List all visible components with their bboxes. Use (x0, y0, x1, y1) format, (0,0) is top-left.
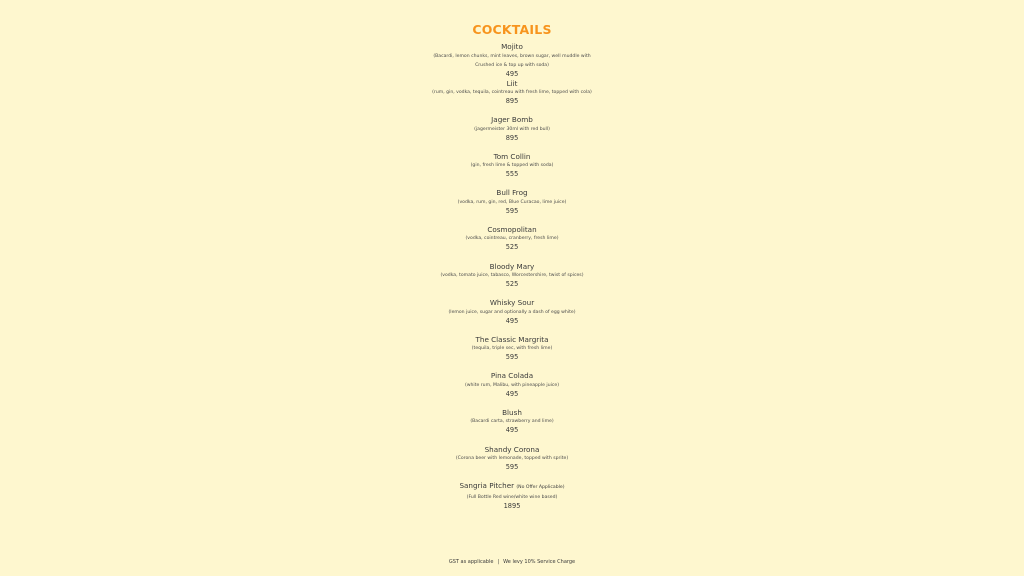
item-price: 895 (505, 97, 519, 106)
item-name: Cosmopolitan (487, 224, 537, 234)
item-name: Sangria Pitcher (459, 481, 515, 491)
item-name: Jager Bomb (491, 115, 533, 125)
item-price: 495 (505, 389, 519, 398)
footer-note (0, 557, 1024, 567)
menu-item (0, 225, 1024, 262)
item-description: (rum, gin, vodka, tequila, cointreau with fresh lime, topped with cola) (432, 90, 592, 96)
item-name: The Classic Margrita (475, 334, 549, 344)
item-description: (Bacardi, lemon chunks, mint leaves, brown sugar, well muddle with Crushed ice & top up with soda) (433, 53, 591, 68)
item-price: 1895 (503, 501, 521, 510)
menu-item (0, 152, 1024, 189)
item-description: (lemon juice, sugar and optionally a dash of egg white) (448, 309, 576, 315)
menu-item (0, 481, 1024, 518)
item-description: (vodka, tomato juice, tabasco, Worcestershire, twist of spices) (440, 273, 584, 279)
menu-title: COCKTAILS (472, 22, 552, 37)
item-name-row (0, 481, 1024, 493)
item-name: Pina Colada (490, 371, 534, 381)
item-description: (tequila, triple sec, with fresh lime) (471, 346, 553, 352)
menu-item (0, 408, 1024, 445)
item-name-row (0, 335, 1024, 345)
item-name: Liit (506, 78, 518, 88)
item-description: (gin, fresh lime & topped with soda) (470, 163, 554, 169)
item-name: Bloody Mary (489, 261, 535, 271)
item-description: (jagermeister 30ml with red bull) (474, 126, 550, 132)
menu-item (0, 42, 1024, 79)
menu-item (0, 445, 1024, 482)
item-name-row (0, 42, 1024, 52)
item-description: (Bacardi carta, strawberry and lime) (470, 419, 554, 425)
gst-note: GST as applicable (448, 559, 494, 565)
menu-item (0, 335, 1024, 372)
item-price: 495 (505, 316, 519, 325)
item-name-row (0, 188, 1024, 198)
item-name-row (0, 408, 1024, 418)
item-price: 895 (505, 133, 519, 142)
item-name: Shandy Corona (484, 444, 540, 454)
menu-item (0, 371, 1024, 408)
menu-item (0, 79, 1024, 116)
item-price: 595 (505, 353, 519, 362)
cocktail-menu (0, 22, 1024, 518)
item-name-row (0, 152, 1024, 162)
item-price: 525 (505, 280, 519, 289)
item-name-row (0, 79, 1024, 89)
item-price: 495 (505, 426, 519, 435)
item-price: 555 (505, 170, 519, 179)
item-name: Blush (502, 407, 522, 417)
item-name-row (0, 225, 1024, 235)
item-description: (vodka, cointreau, cranberry, fresh lime) (465, 236, 559, 242)
item-name: Whisky Sour (489, 298, 535, 308)
item-name-row (0, 115, 1024, 125)
item-description: (Full Bottle Red wine/white wine based) (466, 494, 558, 500)
item-name-row (0, 262, 1024, 272)
item-name: Tom Collin (493, 151, 531, 161)
menu-items-list (0, 42, 1024, 518)
item-price: 595 (505, 463, 519, 472)
menu-item (0, 188, 1024, 225)
item-description: (Corona beer with lemonade, topped with sprite) (455, 456, 569, 462)
menu-item (0, 115, 1024, 152)
item-name-row (0, 371, 1024, 381)
item-price: 595 (505, 206, 519, 215)
menu-item (0, 298, 1024, 335)
item-description: (vodka, rum, gin, red, Blue Curacao, lime juice) (457, 199, 567, 205)
item-description: (white rum, Malibu, with pineapple juice) (464, 382, 560, 388)
footer-separator: | (497, 559, 500, 565)
item-price: 495 (505, 69, 519, 78)
service-charge-note: We levy 10% Service Charge (503, 559, 576, 565)
item-note: (No Offer Applicable) (516, 485, 565, 491)
menu-item (0, 262, 1024, 299)
item-name-row (0, 298, 1024, 308)
item-name: Mojito (501, 42, 523, 51)
item-name: Bull Frog (496, 188, 528, 198)
item-price: 525 (505, 243, 519, 252)
item-name-row (0, 445, 1024, 455)
